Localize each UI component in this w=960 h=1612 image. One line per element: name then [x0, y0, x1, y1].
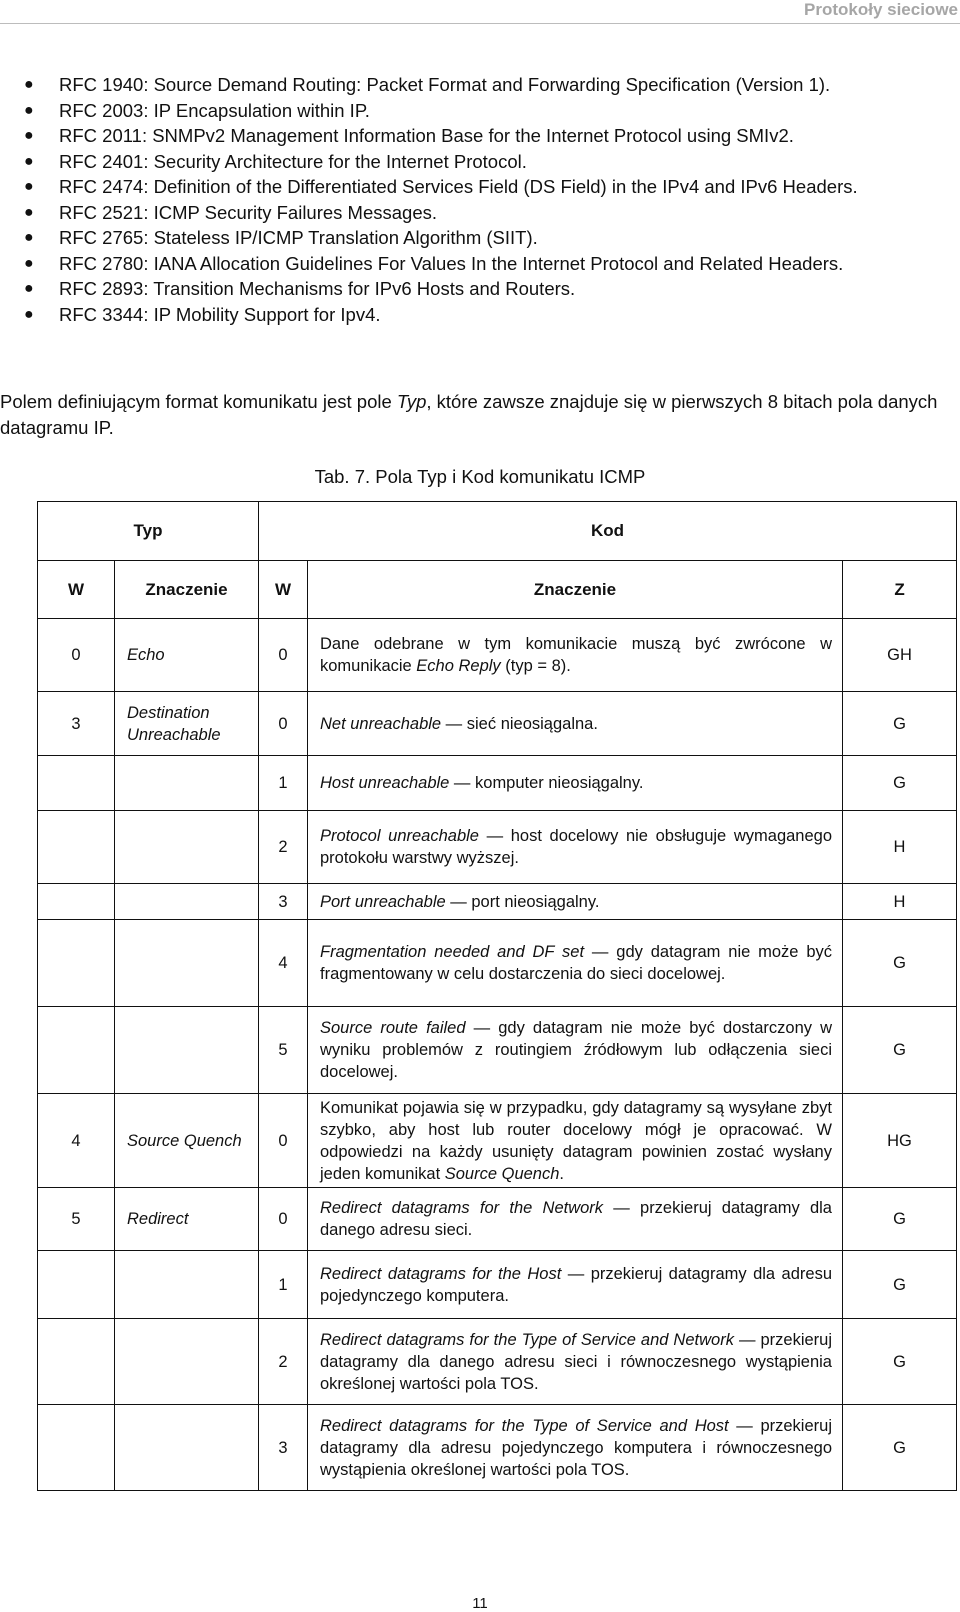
- type-value-cell: [38, 884, 115, 920]
- description-cell: Redirect datagrams for the Type of Service and Host — przekieruj datagramy dla adresu pojedynczego komputera i równoczesnego wystąpienia określonej wartości pola TOS.: [308, 1405, 843, 1491]
- type-value-cell: 0: [38, 619, 115, 692]
- table-row: [38, 1251, 957, 1319]
- list-item: ● RFC 2401: Security Architecture for the Internet Protocol.: [0, 149, 958, 175]
- code-cell: 0: [259, 1094, 308, 1188]
- col-znaczenie1: Znaczenie: [115, 561, 259, 619]
- description-cell: Host unreachable — komputer nieosiągalny.: [308, 756, 843, 811]
- list-item: ● RFC 2780: IANA Allocation Guidelines For Values In the Internet Protocol and Related Headers.: [0, 251, 958, 277]
- code-cell: 1: [259, 756, 308, 811]
- rfc-list: [0, 72, 958, 327]
- type-name-cell: Redirect: [115, 1188, 259, 1251]
- code-cell: 1: [259, 1251, 308, 1319]
- type-value-cell: [38, 1319, 115, 1405]
- type-name-cell: [115, 1251, 259, 1319]
- header-kod: Kod: [259, 502, 957, 561]
- type-value-cell: 5: [38, 1188, 115, 1251]
- z-cell: HG: [843, 1094, 957, 1188]
- type-name-cell: Echo: [115, 619, 259, 692]
- table-row: [38, 884, 957, 920]
- bullet-icon: ●: [24, 127, 34, 144]
- z-cell: G: [843, 1319, 957, 1405]
- type-value-cell: [38, 1007, 115, 1094]
- type-name-cell: Destination Unreachable: [115, 692, 259, 756]
- col-znaczenie2: Znaczenie: [308, 561, 843, 619]
- bullet-icon: ●: [24, 76, 34, 93]
- list-item: ● RFC 1940: Source Demand Routing: Packet Format and Forwarding Specification (Version 1).: [0, 72, 958, 98]
- list-item: ● RFC 2765: Stateless IP/ICMP Translation Algorithm (SIIT).: [0, 225, 958, 251]
- code-cell: 3: [259, 1405, 308, 1491]
- table-row: [38, 619, 957, 692]
- code-cell: 2: [259, 1319, 308, 1405]
- type-name-cell: [115, 756, 259, 811]
- z-cell: G: [843, 756, 957, 811]
- z-cell: G: [843, 920, 957, 1007]
- table-row: [38, 756, 957, 811]
- type-value-cell: [38, 920, 115, 1007]
- description-cell: Redirect datagrams for the Type of Service and Network — przekieruj datagramy dla danego adresu sieci i równoczesnego wystąpienia określonej wartości pola TOS.: [308, 1319, 843, 1405]
- type-value-cell: 4: [38, 1094, 115, 1188]
- description-cell: Net unreachable — sieć nieosiągalna.: [308, 692, 843, 756]
- code-cell: 0: [259, 619, 308, 692]
- table-row: [38, 1007, 957, 1094]
- code-cell: 0: [259, 692, 308, 756]
- description-cell: Dane odebrane w tym komunikacie muszą być zwrócone w komunikacie Echo Reply (typ = 8).: [308, 619, 843, 692]
- list-item: ● RFC 2011: SNMPv2 Management Information Base for the Internet Protocol using SMIv2.: [0, 123, 958, 149]
- body-paragraph: Polem definiującym format komunikatu jest pole Typ, które zawsze znajduje się w pierwszych 8 bitach pola danych datagramu IP.: [0, 391, 938, 438]
- list-item: ● RFC 3344: IP Mobility Support for Ipv4.: [0, 302, 958, 328]
- header-typ: Typ: [38, 502, 259, 561]
- bullet-icon: ●: [24, 280, 34, 297]
- icmp-table: [37, 501, 957, 1491]
- z-cell: GH: [843, 619, 957, 692]
- z-cell: G: [843, 692, 957, 756]
- table-caption: Tab. 7. Pola Typ i Kod komunikatu ICMP: [314, 466, 646, 487]
- table-row: [38, 1405, 957, 1491]
- z-cell: H: [843, 811, 957, 884]
- code-cell: 4: [259, 920, 308, 1007]
- bullet-icon: ●: [24, 229, 34, 246]
- table-row: [38, 1094, 957, 1188]
- code-cell: 3: [259, 884, 308, 920]
- bullet-icon: ●: [24, 203, 34, 221]
- description-cell: Port unreachable — port nieosiągalny.: [308, 884, 843, 920]
- description-cell: Protocol unreachable — host docelowy nie obsługuje wymaganego protokołu warstwy wyższej.: [308, 811, 843, 884]
- bullet-icon: ●: [24, 101, 34, 119]
- type-name-cell: Source Quench: [115, 1094, 259, 1188]
- type-name-cell: [115, 811, 259, 884]
- description-cell: Komunikat pojawia się w przypadku, gdy datagramy są wysyłane zbyt szybko, aby host lub router docelowy mógł je opracować. W odpowiedzi na każdy usunięty datagram powinien zostać wysłany jeden komunikat Source Quench.: [308, 1094, 843, 1188]
- col-z: Z: [843, 561, 957, 619]
- table-header-row: [38, 502, 957, 561]
- table-row: [38, 811, 957, 884]
- list-item: ● RFC 2893: Transition Mechanisms for IPv6 Hosts and Routers.: [0, 276, 958, 302]
- table-row: [38, 1188, 957, 1251]
- type-value-cell: 3: [38, 692, 115, 756]
- bullet-icon: ●: [24, 254, 34, 272]
- col-w1: W: [38, 561, 115, 619]
- code-cell: 5: [259, 1007, 308, 1094]
- bullet-icon: ●: [24, 178, 34, 195]
- type-value-cell: [38, 1251, 115, 1319]
- z-cell: G: [843, 1188, 957, 1251]
- col-w2: W: [259, 561, 308, 619]
- list-item: ● RFC 2521: ICMP Security Failures Messages.: [0, 200, 958, 226]
- type-name-cell: [115, 884, 259, 920]
- bullet-icon: ●: [24, 305, 34, 323]
- code-cell: 0: [259, 1188, 308, 1251]
- list-item: ● RFC 2003: IP Encapsulation within IP.: [0, 98, 958, 124]
- type-name-cell: [115, 1319, 259, 1405]
- table-row: [38, 920, 957, 1007]
- table-row: [38, 1319, 957, 1405]
- type-value-cell: [38, 1405, 115, 1491]
- description-cell: Redirect datagrams for the Host — przekieruj datagramy dla adresu pojedynczego komputera.: [308, 1251, 843, 1319]
- z-cell: G: [843, 1405, 957, 1491]
- running-header-title: Protokoły sieciowe: [804, 0, 958, 19]
- code-cell: 2: [259, 811, 308, 884]
- type-name-cell: [115, 920, 259, 1007]
- description-cell: Redirect datagrams for the Network — przekieruj datagramy dla danego adresu sieci.: [308, 1188, 843, 1251]
- table-row: [38, 692, 957, 756]
- bullet-icon: ●: [24, 152, 34, 170]
- description-cell: Fragmentation needed and DF set — gdy datagram nie może być fragmentowany w celu dostarczenia do sieci docelowej.: [308, 920, 843, 1007]
- z-cell: G: [843, 1007, 957, 1094]
- description-cell: Source route failed — gdy datagram nie może być dostarczony w wyniku problemów z routingiem źródłowym lub odłączenia sieci docelowej.: [308, 1007, 843, 1094]
- type-name-cell: [115, 1007, 259, 1094]
- type-name-cell: [115, 1405, 259, 1491]
- z-cell: H: [843, 884, 957, 920]
- running-header: [0, 0, 960, 24]
- table-subheader-row: [38, 561, 957, 619]
- page-number: 11: [472, 1595, 488, 1612]
- type-value-cell: [38, 756, 115, 811]
- z-cell: G: [843, 1251, 957, 1319]
- type-value-cell: [38, 811, 115, 884]
- list-item: ● RFC 2474: Definition of the Differentiated Services Field (DS Field) in the IPv4 and IPv6 Headers.: [0, 174, 958, 200]
